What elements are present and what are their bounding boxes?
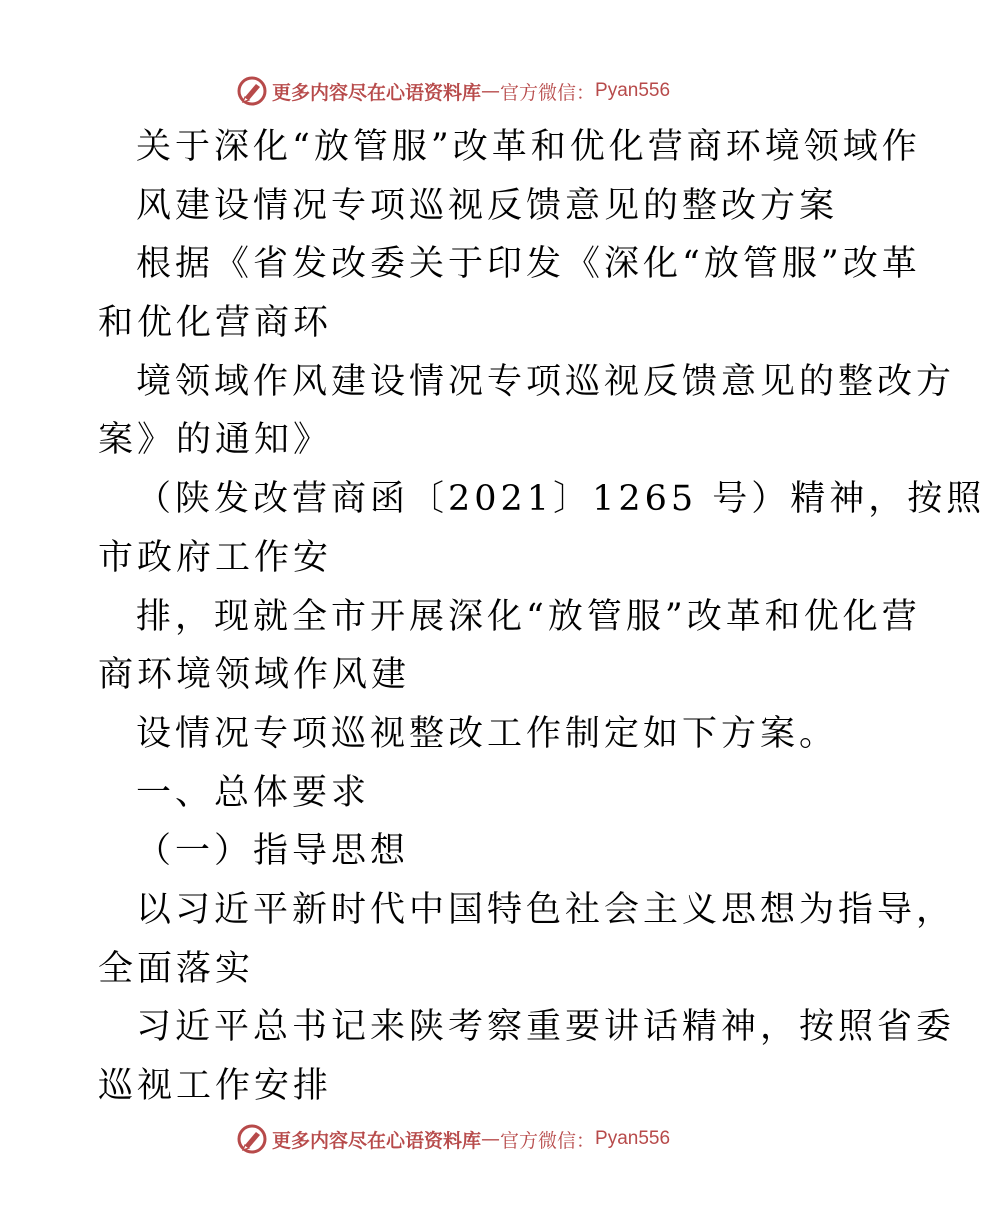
document-body [98, 118, 985, 1116]
document-line: 巡视工作安排 [98, 1066, 333, 1106]
document-line: （一）指导思想 [136, 831, 410, 872]
watermark-suffix-text: 官方微信： [500, 1129, 596, 1152]
document-line: 习近平总书记来陕考察重要讲话精神，按照省委 [136, 1007, 956, 1048]
footer-watermark [236, 1122, 670, 1156]
document-line: 全面落实 [98, 948, 255, 989]
document-line: 根据《省发改委关于印发《深化“放管服”改革 [136, 244, 921, 285]
watermark-main-text: 更多内容尽在心语资料库 [272, 1129, 482, 1152]
watermark-id-text: Pyan556 [595, 1128, 671, 1149]
watermark-suffix-text: 官方微信： [500, 81, 596, 104]
document-line: 排，现就全市开展深化“放管服”改革和优化营 [136, 596, 921, 637]
document-line: 设情况专项巡视整改工作制定如下方案。 [136, 713, 839, 754]
watermark-dash: — [481, 1128, 501, 1150]
document-line: 一、总体要求 [136, 772, 371, 813]
document-line: 以习近平新时代中国特色社会主义思想为指导， [136, 889, 956, 930]
document-line: 风建设情况专项巡视反馈意见的整改方案 [136, 185, 839, 226]
watermark-id-text: Pyan556 [595, 80, 671, 101]
document-line: 境领域作风建设情况专项巡视反馈意见的整改方 [136, 361, 956, 402]
header-watermark [236, 74, 670, 108]
document-line: （陕发改营商函〔2021〕1265 号）精神，按照 [136, 479, 985, 520]
document-line: 商环境领域作风建 [98, 655, 411, 696]
document-line: 关于深化“放管服”改革和优化营商环境领域作 [136, 127, 921, 167]
watermark-dash: — [481, 80, 501, 102]
document-line: 案》的通知》 [98, 420, 333, 461]
watermark-main-text: 更多内容尽在心语资料库 [272, 81, 482, 104]
pen-circle-logo-icon [236, 75, 268, 107]
document-line: 市政府工作安 [98, 537, 333, 578]
pen-circle-logo-icon [236, 1123, 268, 1155]
document-line: 和优化营商环 [98, 303, 333, 344]
